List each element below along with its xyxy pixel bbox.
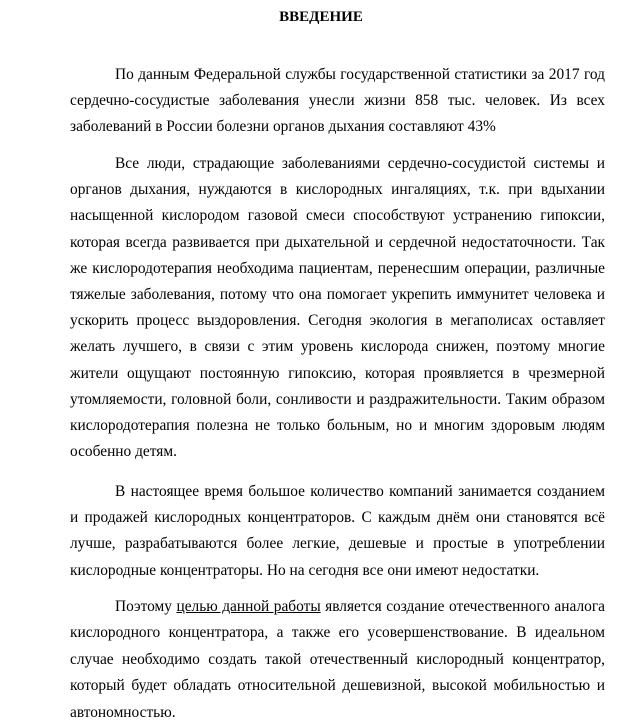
goal-description: является создание отечественного аналога кислородного концентратора, а также его усовершенствование. В идеальном случае необходимо создать такой отечественный кислородный концентратор, который будет обладать относительной дешевизной, высокой мобильностью и автономностью.	[70, 598, 605, 721]
paragraph-goal	[70, 594, 605, 726]
goal-underlined-phrase: целью данной работы	[176, 598, 321, 615]
paragraph-oxygen-therapy: Все люди, страдающие заболеваниями сердечно-сосудистой системы и органов дыхания, нуждаются в кислородных ингаляциях, т.к. при вдыхании насыщенной кислородом газовой смеси способствуют устранению гипоксии, которая всегда развивается при дыхательной и сердечной недостаточности. Так же кислородотерапия необходима пациентам, перенесшим операции, различные тяжелые заболевания, потому что она помогает укрепить иммунитет человека и ускорить процесс выздоровления. Сегодня экология в мегаполисах оставляет желать лучшего, в связи с этим уровень кислорода снижен, поэтому многие жители ощущают постоянную гипоксию, которая проявляется в чрезмерной утомляемости, головной боли, сонливости и раздражительности. Таким образом кислородотерапия полезна не только больным, но и многим здоровым людям особенно детям.	[70, 155, 605, 461]
paragraph-statistics: По данным Федеральной службы государственной статистики за 2017 год сердечно-сосудистые заболевания унесли жизни 858 тыс. человек. Из всех заболеваний в России болезни органов дыхания составляют 43%	[70, 66, 605, 136]
goal-intro: Поэтому	[115, 598, 177, 615]
paragraph-market: В настоящее время большое количество компаний занимается созданием и продажей кислородных концентраторов. С каждым днём они становятся всё лучше, разрабатываются более легкие, дешевые и простые в употреблении кислородные концентраторы. Но на сегодня все они имеют недостатки.	[70, 483, 605, 579]
section-title: ВВЕДЕНИЕ	[279, 9, 363, 25]
